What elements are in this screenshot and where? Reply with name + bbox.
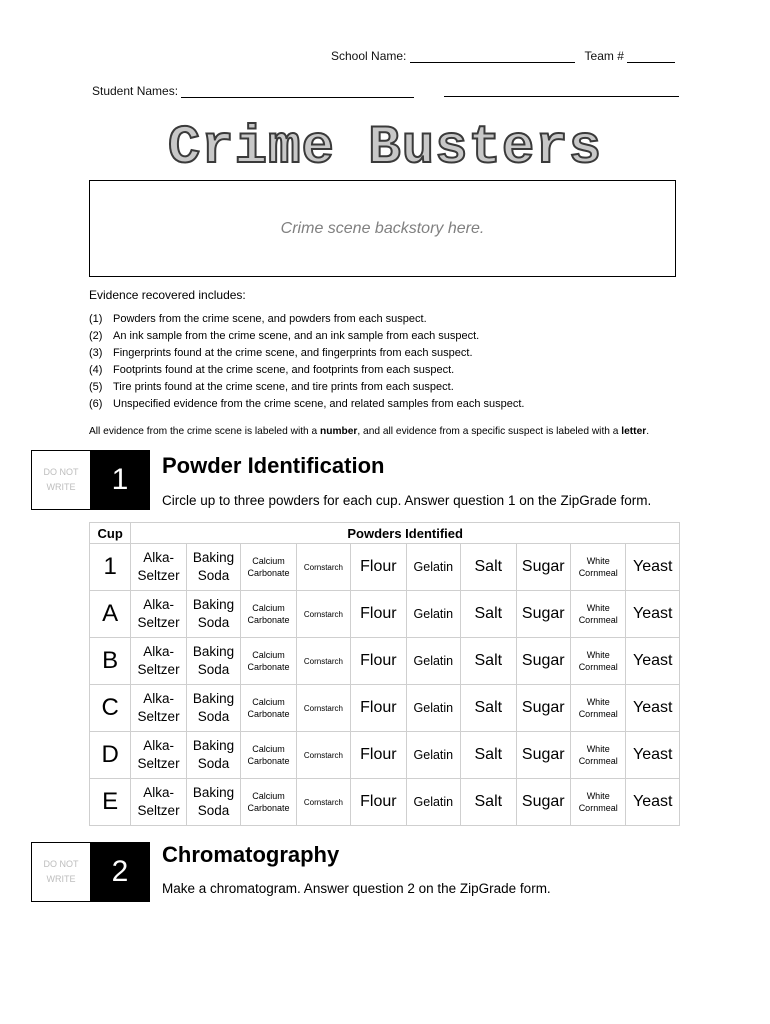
powder-name: Soda [197,568,230,583]
evidence-item-number: (1) [89,313,103,325]
cup-row [90,638,680,685]
evidence-heading: Evidence recovered includes: [89,288,246,302]
powder-option[interactable] [351,685,406,732]
powder-option[interactable] [241,732,296,779]
evidence-item-text: Powders from the crime scene, and powders from each suspect. [113,313,427,325]
powder-name: Yeast [632,793,673,810]
evidence-item [89,313,427,325]
page-title: Crime Busters [167,118,603,179]
powder-option[interactable] [461,732,516,779]
powder-option[interactable] [406,732,460,779]
powder-name: Carbonate [247,803,290,813]
powder-name: Gelatin [413,654,454,668]
powder-option[interactable] [516,544,570,591]
evidence-note [89,426,649,437]
cup-column-header: Cup [90,523,131,544]
powder-name: Sugar [521,699,565,716]
evidence-item-number: (3) [89,347,103,359]
powder-name: Calcium [252,744,285,754]
backstory-placeholder: Crime scene backstory here. [280,219,485,237]
powder-name: Salt [474,793,503,810]
evidence-note-text: , and all evidence from a specific suspect is labeled with a [357,426,622,437]
powder-option[interactable] [186,732,240,779]
evidence-item [89,398,524,410]
powder-name: Seltzer [137,756,180,771]
powder-option[interactable] [131,638,186,685]
powder-option[interactable] [186,544,240,591]
powder-name: Baking [192,644,235,659]
evidence-item-text: An ink sample from the crime scene, and an ink sample from each suspect. [113,330,480,342]
evidence-item-number: (4) [89,364,103,376]
powder-option[interactable] [296,685,350,732]
powder-option[interactable] [626,779,680,826]
powder-name: Carbonate [247,662,290,672]
powder-name: Soda [197,662,230,677]
cup-row [90,779,680,826]
powder-name: Cornmeal [578,756,618,766]
powder-name: Cornstarch [303,703,343,713]
powder-name: Alka- [143,785,174,800]
powder-name: Baking [192,738,235,753]
powder-name: Gelatin [413,748,454,762]
powder-option[interactable] [626,685,680,732]
cup-row [90,732,680,779]
powder-name: Cornmeal [578,709,618,719]
powder-name: Sugar [521,746,565,763]
student-names-line [92,83,414,98]
evidence-item [89,347,473,359]
powder-name: Baking [192,785,235,800]
powder-name: Calcium [252,650,285,660]
powder-name: Calcium [252,556,285,566]
powder-option[interactable] [461,591,516,638]
powder-option[interactable] [461,544,516,591]
powder-name: Calcium [252,697,285,707]
powder-option[interactable] [186,685,240,732]
powder-name: Cornmeal [578,662,618,672]
powder-name: Soda [197,756,230,771]
powder-option[interactable] [570,638,625,685]
powder-name: Flour [360,652,397,669]
cup-row [90,544,680,591]
evidence-note-text: . [646,426,650,437]
cup-label: B [90,638,131,685]
powder-name: Soda [197,615,230,630]
powder-name: Salt [474,699,503,716]
cup-row [90,685,680,732]
powder-option[interactable] [131,732,186,779]
school-name-field[interactable] [410,48,575,63]
powder-name: White [586,697,610,707]
evidence-item [89,381,454,393]
powders-column-header: Powders Identified [131,523,680,544]
powder-name: Cornstarch [303,656,343,666]
powder-name: Sugar [521,793,565,810]
evidence-item-number: (5) [89,381,103,393]
powder-name: Seltzer [137,615,180,630]
powder-option[interactable] [131,591,186,638]
powder-option[interactable] [516,638,570,685]
powder-option[interactable] [241,544,296,591]
evidence-item-text: Tire prints found at the crime scene, and tire prints from each suspect. [113,381,454,393]
powder-option[interactable] [351,544,406,591]
powder-name: White [586,744,610,754]
powder-name: Carbonate [247,709,290,719]
section-number-badge: 1 [90,450,150,510]
powder-name: Carbonate [247,615,290,625]
powder-name: Seltzer [137,568,180,583]
evidence-item-text: Fingerprints found at the crime scene, and fingerprints from each suspect. [113,347,473,359]
powder-name: Sugar [521,652,565,669]
powder-name: Flour [360,558,397,575]
section-instruction: Make a chromatogram. Answer question 2 on the ZipGrade form. [162,881,551,896]
cup-label: E [90,779,131,826]
evidence-item-number: (2) [89,330,103,342]
powder-table [89,522,680,826]
powder-name: Cornmeal [578,803,618,813]
evidence-note-bold-letter: letter [621,426,647,437]
powder-name: Soda [197,709,230,724]
powder-option[interactable] [241,685,296,732]
powder-name: Baking [192,597,235,612]
powder-name: Gelatin [413,560,454,574]
powder-name: Calcium [252,791,285,801]
section-number-badge: 2 [90,842,150,902]
powder-name: Alka- [143,738,174,753]
powder-option[interactable] [406,685,460,732]
powder-name: Alka- [143,691,174,706]
powder-name: Baking [192,691,235,706]
section-instruction: Circle up to three powders for each cup. Answer question 1 on the ZipGrade form. [162,493,652,508]
evidence-note-bold-number: number [320,426,358,437]
powder-name: Carbonate [247,568,290,578]
powder-name: Flour [360,699,397,716]
section-title: Chromatography [162,842,340,867]
evidence-item [89,364,454,376]
powder-name: Seltzer [137,709,180,724]
powder-name: Yeast [632,558,673,575]
powder-option[interactable] [626,638,680,685]
powder-option[interactable] [186,779,240,826]
powder-name: Cornstarch [303,562,343,572]
powder-name: Flour [360,605,397,622]
powder-name: Sugar [521,558,565,575]
cup-label: C [90,685,131,732]
section-title: Powder Identification [162,453,385,478]
team-number-field[interactable] [627,48,675,63]
powder-option[interactable] [461,638,516,685]
powder-name: Gelatin [413,795,454,809]
powder-option[interactable] [296,638,350,685]
cup-label: A [90,591,131,638]
powder-option[interactable] [406,779,460,826]
powder-name: Alka- [143,550,174,565]
powder-option[interactable] [351,638,406,685]
powder-option[interactable] [406,591,460,638]
powder-option[interactable] [570,591,625,638]
powder-option[interactable] [461,685,516,732]
powder-option[interactable] [131,685,186,732]
powder-name: Cornmeal [578,615,618,625]
powder-name: Cornstarch [303,609,343,619]
powder-option[interactable] [516,685,570,732]
powder-option[interactable] [186,591,240,638]
powder-option[interactable] [296,779,350,826]
powder-name: White [586,791,610,801]
powder-option[interactable] [131,779,186,826]
powder-option[interactable] [351,591,406,638]
powder-option[interactable] [516,732,570,779]
powder-name: Seltzer [137,803,180,818]
powder-name: Alka- [143,644,174,659]
student-names-field-2[interactable] [444,96,679,97]
powder-name: Yeast [632,746,673,763]
powder-option[interactable] [186,638,240,685]
powder-name: Yeast [632,605,673,622]
powder-option[interactable] [626,544,680,591]
powder-option[interactable] [296,591,350,638]
do-not-write-box: DO NOT WRITE [31,842,91,902]
powder-name: Cornstarch [303,750,343,760]
powder-name: Flour [360,793,397,810]
powder-option[interactable] [131,544,186,591]
powder-name: Gelatin [413,607,454,621]
cup-row [90,591,680,638]
powder-option[interactable] [516,779,570,826]
powder-name: Cornmeal [578,568,618,578]
evidence-item-text: Footprints found at the crime scene, and footprints from each suspect. [113,364,455,376]
powder-option[interactable] [570,732,625,779]
evidence-item-number: (6) [89,398,103,410]
evidence-item-text: Unspecified evidence from the crime scene, and related samples from each suspect. [113,398,525,410]
powder-name: Salt [474,652,503,669]
powder-name: Gelatin [413,701,454,715]
powder-option[interactable] [570,685,625,732]
powder-name: Yeast [632,699,673,716]
cup-label: D [90,732,131,779]
powder-name: Salt [474,746,503,763]
powder-name: Salt [474,558,503,575]
powder-option[interactable] [241,638,296,685]
student-names-label: Student Names: [92,84,179,98]
powder-option[interactable] [461,779,516,826]
cup-label: 1 [90,544,131,591]
team-label: Team # [584,49,624,63]
powder-option[interactable] [570,544,625,591]
powder-name: Baking [192,550,235,565]
powder-name: Alka- [143,597,174,612]
school-name-label: School Name: [331,49,407,63]
school-name-line [331,48,675,63]
powder-option[interactable] [626,591,680,638]
powder-option[interactable] [516,591,570,638]
powder-option[interactable] [296,544,350,591]
powder-option[interactable] [570,779,625,826]
student-names-field-1[interactable] [181,83,414,98]
powder-name: Calcium [252,603,285,613]
do-not-write-box: DO NOT WRITE [31,450,91,510]
powder-name: Salt [474,605,503,622]
powder-name: Seltzer [137,662,180,677]
powder-name: Cornstarch [303,797,343,807]
powder-option[interactable] [626,732,680,779]
evidence-item [89,330,479,342]
powder-option[interactable] [406,638,460,685]
powder-name: Flour [360,746,397,763]
powder-name: Yeast [632,652,673,669]
powder-option[interactable] [351,732,406,779]
powder-name: White [586,556,610,566]
powder-option[interactable] [351,779,406,826]
powder-option[interactable] [296,732,350,779]
powder-option[interactable] [241,591,296,638]
powder-name: White [586,603,610,613]
backstory-box [89,180,676,277]
evidence-note-text: All evidence from the crime scene is labeled with a [89,426,321,437]
powder-name: Soda [197,803,230,818]
powder-name: Sugar [521,605,565,622]
powder-name: Carbonate [247,756,290,766]
powder-option[interactable] [241,779,296,826]
powder-name: White [586,650,610,660]
powder-option[interactable] [406,544,460,591]
